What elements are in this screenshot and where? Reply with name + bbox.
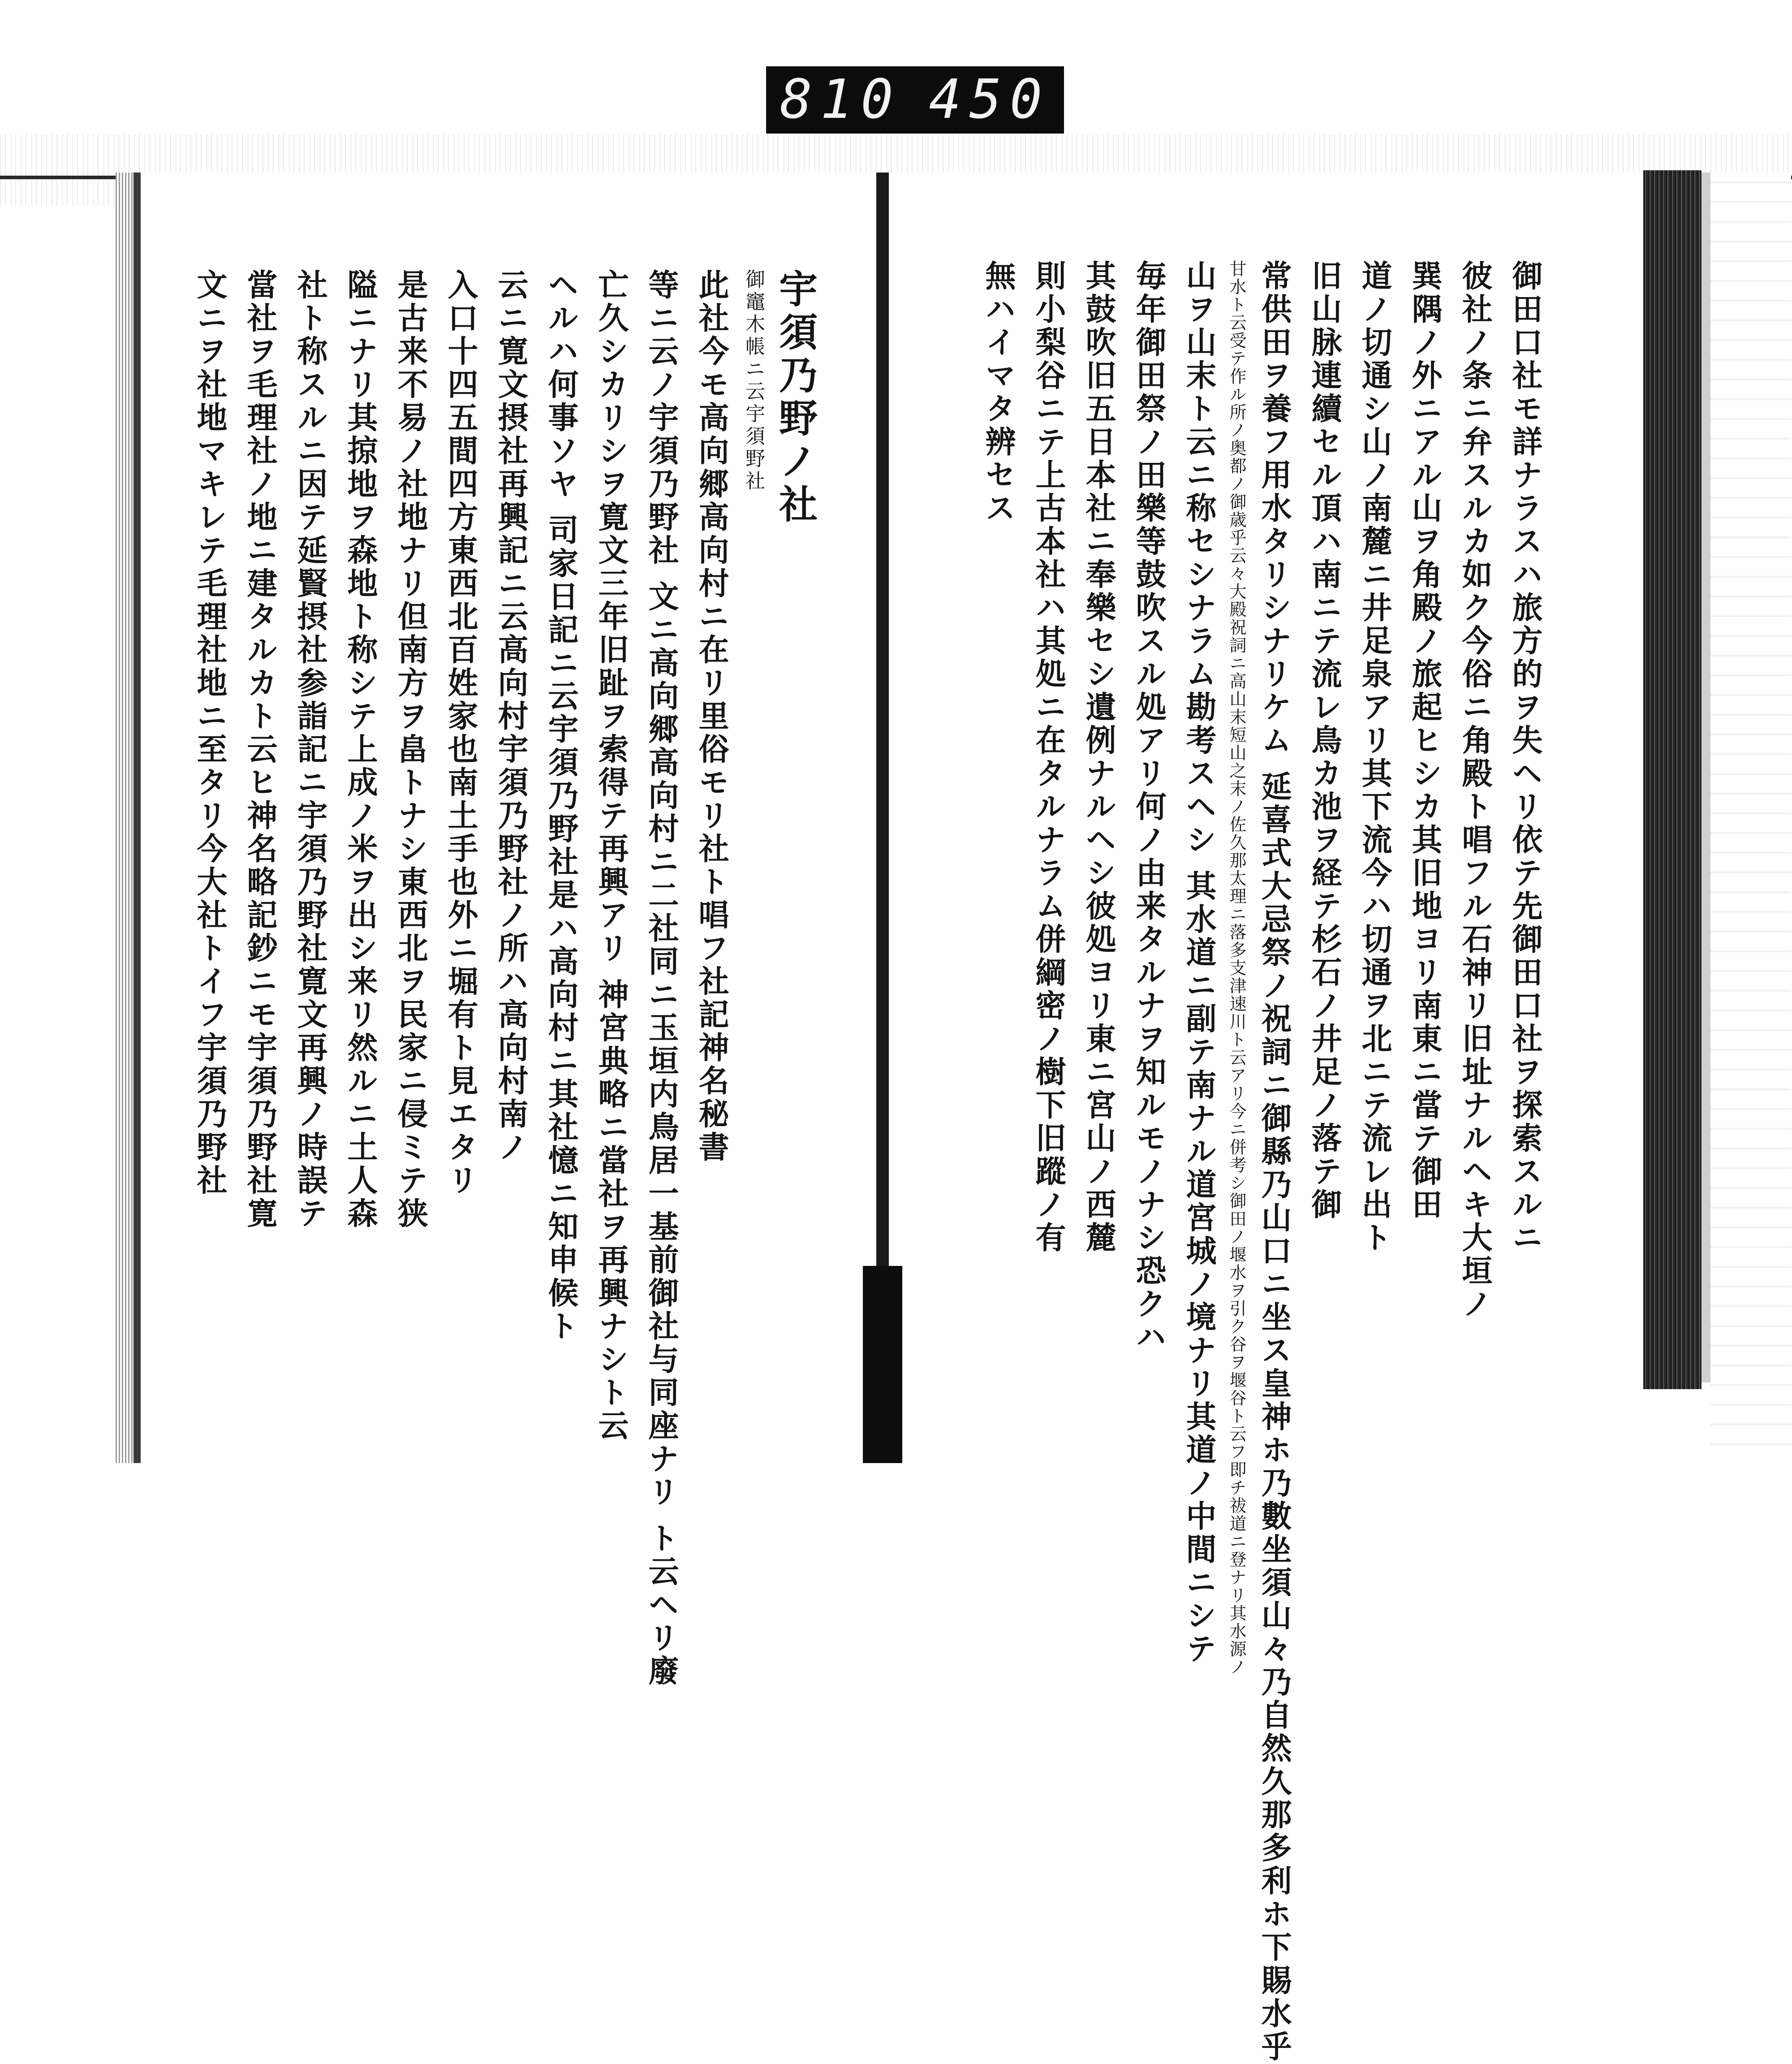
right-page-column: 道ノ切通シ山ノ南麓ニ井足泉アリ其下流今ハ切通ヲ北ニテ流レ出ト <box>1357 260 1392 1255</box>
left-page-column: 亡久シカリシヲ寛文三年旧趾ヲ索得テ再興アリ 神宮典略ニ當社ヲ再興ナシト云 <box>593 269 629 1443</box>
right-page-column: 無ハイマタ辨セス <box>980 260 1016 525</box>
right-page-column: 御田口社モ詳ナラスハ旅方的ヲ失ヘリ依テ先御田口社ヲ探索スルニ <box>1507 260 1543 1255</box>
left-page-column: 等ニ云ノ宇須乃野社 文ニ高向郷高向村ニ二社同ニ玉垣内鳥居一基前御社与同座ナリ ト云ヘリ廢 <box>643 269 679 1688</box>
gutter-shadow <box>863 1266 902 1463</box>
left-page-column: 云ニ寛文摂社再興記ニ云高向村宇須乃野社ノ所ハ高向村南ノ <box>493 269 529 1164</box>
left-cover-shade <box>134 173 141 1463</box>
call-number-label <box>766 66 1064 134</box>
left-page-column: 隘ニナリ其掠地ヲ森地ト称シテ上成ノ米ヲ出シ来リ然ルニ土人森 <box>342 269 378 1231</box>
background-paper <box>1710 173 1791 1463</box>
right-page-column: 其鼓吹旧五日本社ニ奉樂セシ遺例ナルヘシ彼処ヨリ東ニ宮山ノ西麓 <box>1081 260 1116 1255</box>
left-page-column: 入口十四五間四方東西北百姓家也南土手也外ニ堀有ト見エタリ <box>443 269 478 1197</box>
right-page-text <box>909 260 1550 2064</box>
call-number-right: 450 <box>929 69 1051 131</box>
left-page-column: 社ト称スルニ因テ延賢摂社参詣記ニ宇須乃野社寛文再興ノ時誤テ <box>292 269 328 1231</box>
left-page-column: 御竈木帳ニ云宇須野社 <box>742 269 765 493</box>
left-page-column: 此社今モ高向郷高向村ニ在リ里俗モリ社ト唱フ社記神名秘書 <box>694 269 729 1164</box>
left-page-column: 文ニヲ社地マキレテ毛理社地ニ至タリ今大社トイフ宇須乃野社 <box>192 269 228 1197</box>
page-block-edge <box>1643 170 1702 1389</box>
right-page-column: 甘水ト云受テ作ル所ノ奥都ノ御歳乎云々大殿祝詞ニ高山末短山之末ノ佐久那太理ニ落多支津速川ト云アリ今ニ併考シ御田ノ堰水ヲ引ク谷ヲ堰谷ト云フ即チ祓道ニ登ナリ其水源ノ <box>1227 260 1246 1676</box>
right-page-column: 毎年御田祭ノ田樂等鼓吹スル処アリ何ノ由来タルナヲ知ルモノナシ恐クハ <box>1131 260 1167 1354</box>
page-block-highlight <box>1702 173 1710 1382</box>
left-page-column: 宇須乃野ノ社 <box>772 269 818 527</box>
right-page-column: 巽隅ノ外ニアル山ヲ角殿ノ旅起ヒシカ其旧地ヨリ南東ニ當テ御田 <box>1407 260 1443 1222</box>
right-page-column: 旧山脉連續セル頂ハ南ニテ流レ鳥カ池ヲ経テ杉石ノ井足ノ落テ御 <box>1306 260 1342 1222</box>
left-page-text <box>179 269 820 1688</box>
call-number-left: 810 <box>780 69 901 131</box>
right-page-column: 彼社ノ条ニ弁スルカ如ク今俗ニ角殿ト唱フル石神リ旧址ナルヘキ大垣ノ <box>1457 260 1493 1321</box>
right-page-column: 常供田ヲ養フ用水タリシナリケム 延喜式大忌祭ノ祝詞ニ御縣乃山口ニ坐ス皇神ホ乃數坐須山々乃自然久那多利ホ下賜水乎 <box>1256 260 1292 2064</box>
left-page-column: ヘルハ何事ソヤ 司家日記ニ云宇須乃野社是ハ高向村ニ其社憶ニ知申候ト <box>543 269 579 1343</box>
right-page-column: 則小梨谷ニテ上古本社ハ其処ニ在タルナラム併綱密ノ樹下旧蹤ノ有 <box>1030 260 1066 1255</box>
right-page-column: 山ヲ山末ト云ニ称セシナラム勘考スヘシ 其水道ニ副テ南ナル道宮城ノ境ナリ其道ノ中間ニシテ <box>1181 260 1217 1666</box>
left-page-column: 當社ヲ毛理社ノ地ニ建タルカト云ヒ神名略記鈔ニモ宇須乃野社寛 <box>242 269 278 1231</box>
left-page-column: 是古来不易ノ社地ナリ但南方ヲ畠トナシ東西北ヲ民家ニ侵ミテ狭 <box>392 269 428 1231</box>
